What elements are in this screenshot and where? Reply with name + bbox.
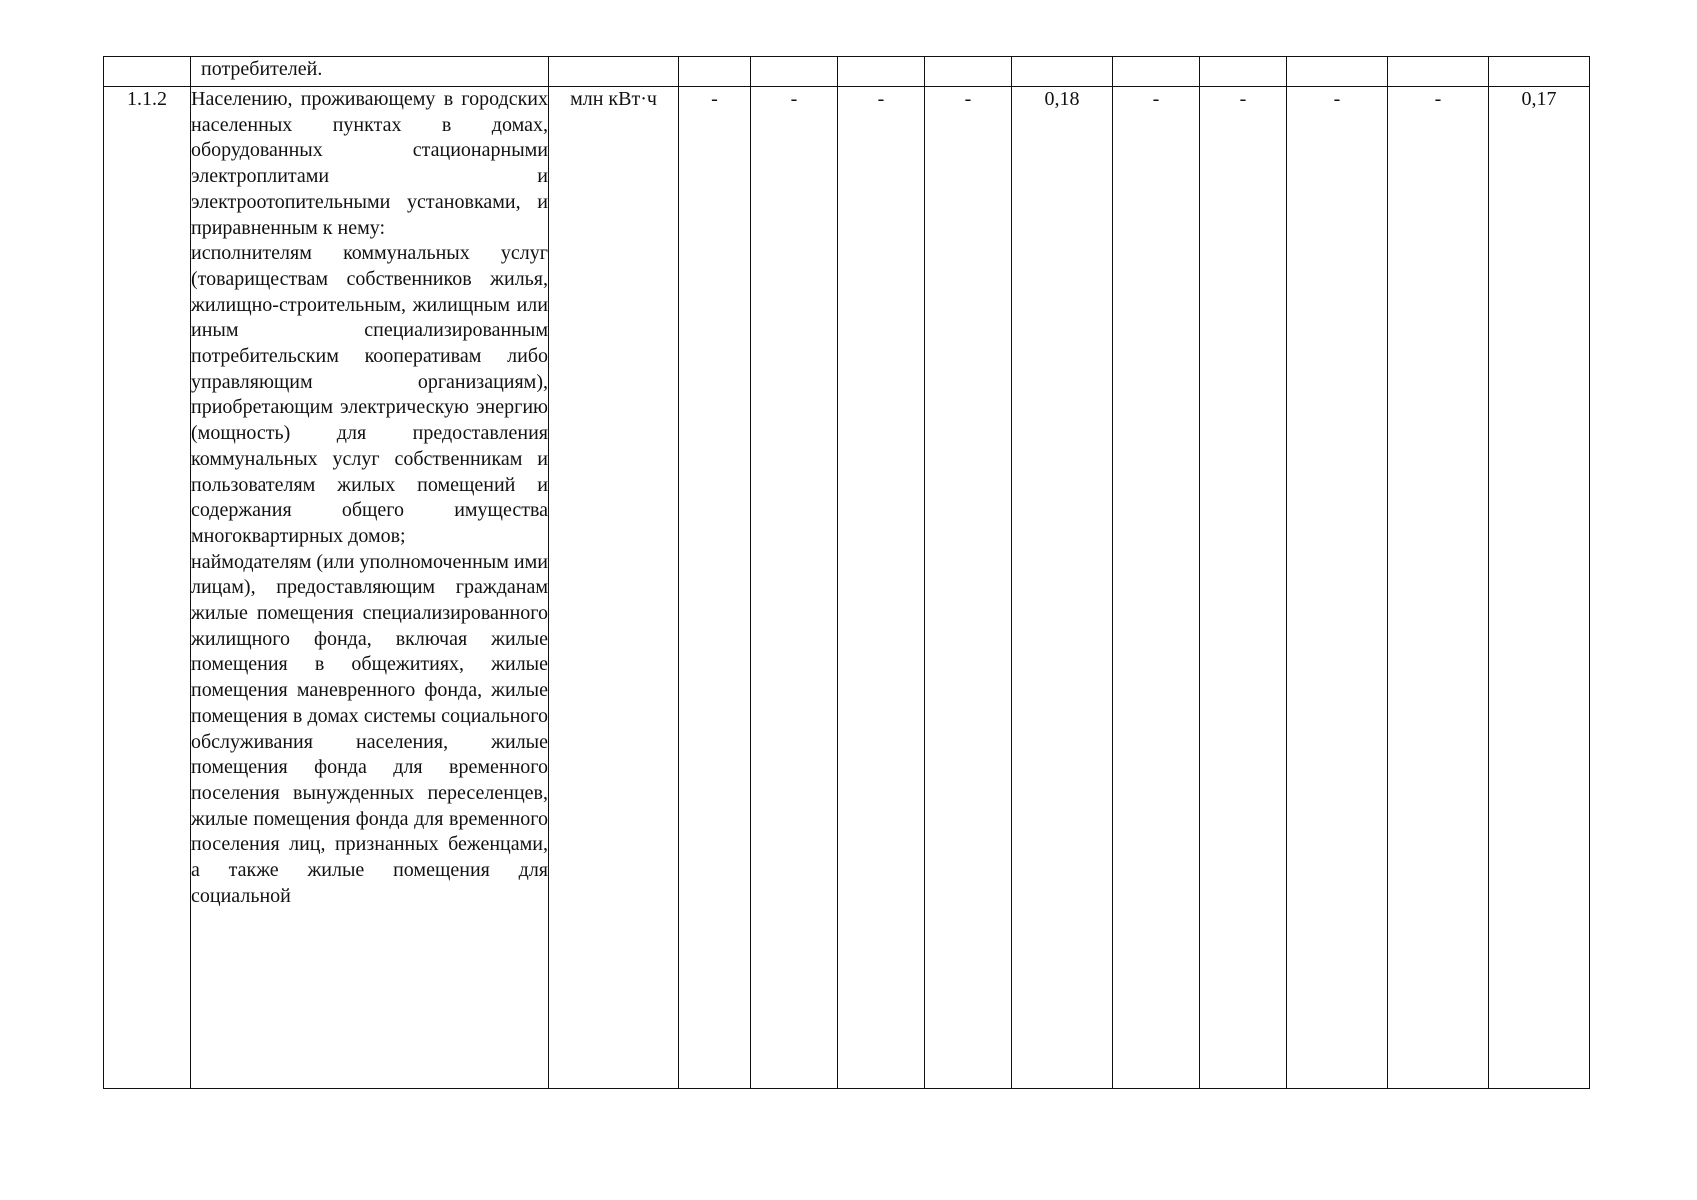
description-paragraph: исполнителям коммунальных услуг (товариществам собственников жилья, жилищно-строительным, жилищным или иным специализированным потребительским кооперативам либо управляющим организациям), приобретающим электрическую энергию (мощность) для предоставления коммунальных услуг собственникам и пользователям жилых помещений и содержания общего имущества многоквартирных домов; [191,242,548,547]
table-row [104,87,1590,1089]
value-cell: - [1287,87,1388,1089]
value-cell: - [679,87,751,1089]
value-cell: 0,18 [1012,87,1113,1089]
value-cell: - [1200,87,1287,1089]
table-row-continuation [104,57,1590,87]
value-cell: - [838,87,925,1089]
description-paragraph: Населению, проживающему в городских населенных пунктах в домах, оборудованных стационарными электроплитами и электроотопительными установками, и приравненным к нему: [191,88,548,239]
value-cell: 0,17 [1489,87,1590,1089]
value-cell: - [1388,87,1489,1089]
value-cell: - [751,87,838,1089]
continuation-text: потребителей. [201,58,323,80]
row-unit: млн кВт·ч [549,87,679,1089]
description-paragraph: наймодателям (или уполномоченным ими лицам), предоставляющим гражданам жилые помещения специализированного жилищного фонда, включая жилые помещения в общежитиях, жилые помещения маневренного фонда, жилые помещения в домах системы социального обслуживания населения, жилые помещения фонда для временного поселения вынужденных переселенцев, жилые помещения фонда для временного поселения лиц, признанных беженцами, а также жилые помещения для социальной [191,550,548,907]
row-number: 1.1.2 [104,87,191,1089]
value-cell: - [1113,87,1200,1089]
value-cell: - [925,87,1012,1089]
row-description [191,87,549,1089]
data-table [103,56,1590,1089]
